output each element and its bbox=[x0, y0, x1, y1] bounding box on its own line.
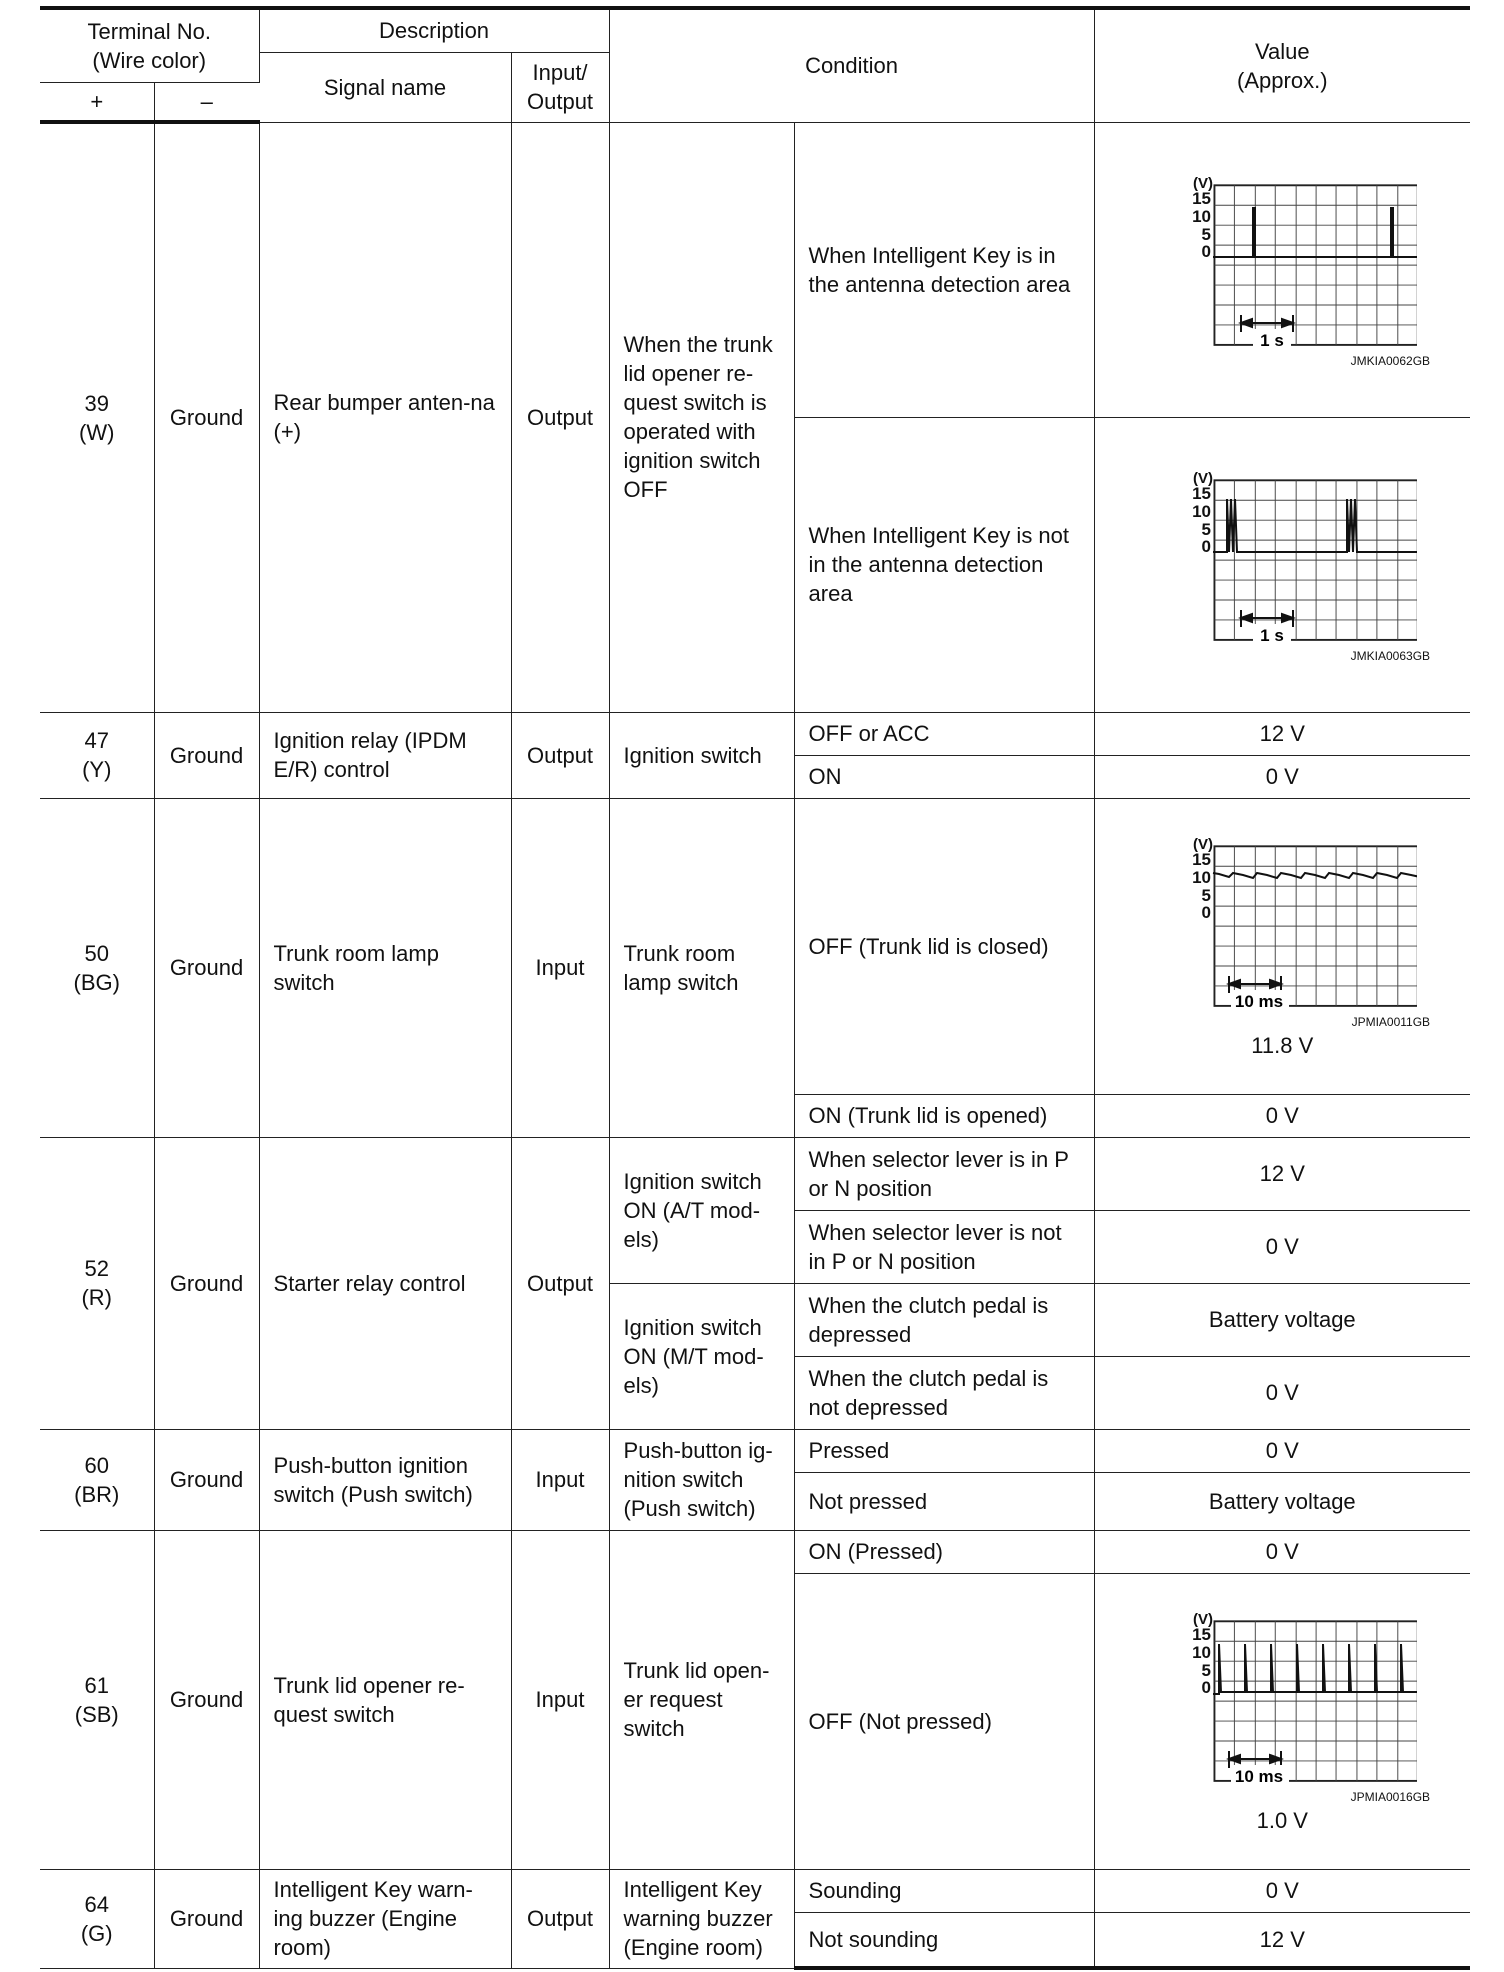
sub-condition-cell: Pressed bbox=[794, 1429, 1094, 1472]
signal-name-cell: Ignition relay (IPDM E/R) control bbox=[259, 712, 511, 798]
condition-cell: Trunk lid open-er request switch bbox=[609, 1530, 794, 1869]
waveform-tick-10: 10 bbox=[1192, 206, 1212, 226]
waveform-tick-0: 0 bbox=[1201, 536, 1212, 556]
sub-condition-cell: When selector lever is in P or N position bbox=[794, 1137, 1094, 1210]
header-description: Description bbox=[259, 8, 609, 52]
waveform-tick-5: 5 bbox=[1201, 885, 1212, 905]
header-plus: + bbox=[40, 82, 154, 122]
waveform-tick-10: 10 bbox=[1192, 867, 1212, 887]
waveform-unit-label: (V) bbox=[1193, 174, 1214, 192]
io-cell: Input bbox=[511, 1530, 609, 1869]
signal-name-cell: Rear bumper anten-na (+) bbox=[259, 122, 511, 712]
waveform-tick-0: 0 bbox=[1201, 241, 1212, 261]
waveform-time-unit: 1 s bbox=[1260, 330, 1285, 350]
header-minus: – bbox=[154, 82, 259, 122]
waveform-tick-5: 5 bbox=[1201, 519, 1212, 539]
value-waveform-cell bbox=[1094, 798, 1470, 1094]
table-row bbox=[40, 1530, 1470, 1573]
sub-condition-cell: When Intelligent Key is in the antenna detection area bbox=[794, 122, 1094, 417]
value-text: 11.8 V bbox=[1251, 1032, 1314, 1058]
ground-cell: Ground bbox=[154, 712, 259, 798]
header-terminal-label: Terminal No. bbox=[87, 18, 211, 44]
signal-name-cell: Intelligent Key warn-ing buzzer (Engine room) bbox=[259, 1869, 511, 1968]
header-approx-label: (Approx.) bbox=[1237, 67, 1328, 93]
waveform-jpmia0011gb bbox=[1147, 833, 1417, 1013]
waveform-jmkia0063gb bbox=[1147, 467, 1417, 647]
terminal-number: 60 bbox=[84, 1452, 109, 1478]
wire-color: (W) bbox=[79, 419, 115, 445]
ground-cell: Ground bbox=[154, 798, 259, 1137]
waveform-jmkia0062gb bbox=[1147, 172, 1417, 352]
header-value bbox=[1094, 8, 1470, 122]
waveform-trace bbox=[1213, 873, 1417, 878]
waveform-tick-15: 15 bbox=[1192, 483, 1212, 503]
terminal-spec-table bbox=[40, 6, 1470, 1970]
waveform-unit-label: (V) bbox=[1193, 469, 1214, 487]
ground-cell: Ground bbox=[154, 1429, 259, 1530]
value-cell: 12 V bbox=[1094, 1137, 1470, 1210]
sub-condition-cell: ON bbox=[794, 755, 1094, 798]
value-waveform-cell bbox=[1094, 417, 1470, 712]
table-row bbox=[40, 1137, 1470, 1210]
waveform-id: JPMIA0016GB bbox=[1350, 1789, 1431, 1804]
ground-cell: Ground bbox=[154, 1530, 259, 1869]
waveform-tick-5: 5 bbox=[1201, 224, 1212, 244]
condition-cell: Push-button ig-nition switch (Push switch) bbox=[609, 1429, 794, 1530]
terminal-cell bbox=[40, 1137, 154, 1429]
header-signal-name: Signal name bbox=[259, 52, 511, 122]
sub-condition-cell: When Intelligent Key is not in the antenna detection area bbox=[794, 417, 1094, 712]
waveform-time-unit: 10 ms bbox=[1235, 991, 1284, 1011]
io-cell: Output bbox=[511, 712, 609, 798]
waveform-unit-label: (V) bbox=[1193, 1610, 1214, 1628]
sub-condition-cell: When the clutch pedal is depressed bbox=[794, 1283, 1094, 1356]
terminal-cell bbox=[40, 712, 154, 798]
wire-color: (SB) bbox=[74, 1701, 119, 1727]
signal-name-cell: Trunk room lamp switch bbox=[259, 798, 511, 1137]
header-wire-color-label: (Wire color) bbox=[92, 47, 207, 73]
terminal-number: 64 bbox=[84, 1891, 109, 1917]
header-io-label-1: Input/ bbox=[532, 60, 588, 85]
waveform-tick-15: 15 bbox=[1192, 1624, 1212, 1644]
wire-color: (BG) bbox=[73, 969, 120, 995]
terminal-cell bbox=[40, 1869, 154, 1968]
waveform-trace bbox=[1213, 208, 1417, 257]
sub-condition-cell: When selector lever is not in P or N position bbox=[794, 1210, 1094, 1283]
waveform-id: JMKIA0063GB bbox=[1350, 648, 1431, 663]
waveform-trace bbox=[1213, 1644, 1417, 1694]
header-io-label-2: Output bbox=[527, 89, 594, 114]
header-condition: Condition bbox=[609, 8, 1094, 122]
value-cell: 0 V bbox=[1094, 755, 1470, 798]
io-cell: Output bbox=[511, 1869, 609, 1968]
wire-color: (R) bbox=[81, 1285, 113, 1310]
terminal-cell bbox=[40, 1530, 154, 1869]
terminal-number: 52 bbox=[84, 1256, 109, 1281]
io-cell: Output bbox=[511, 1137, 609, 1429]
terminal-number: 50 bbox=[84, 940, 109, 966]
sub-condition-cell: OFF or ACC bbox=[794, 712, 1094, 755]
wire-color: (BR) bbox=[74, 1481, 120, 1507]
terminal-number: 61 bbox=[84, 1672, 109, 1698]
value-cell: 0 V bbox=[1094, 1210, 1470, 1283]
waveform-tick-5: 5 bbox=[1201, 1660, 1212, 1680]
io-cell: Input bbox=[511, 1429, 609, 1530]
header-terminal-no bbox=[40, 8, 259, 82]
io-cell: Input bbox=[511, 798, 609, 1137]
waveform-time-unit: 1 s bbox=[1260, 625, 1285, 645]
sub-condition-cell: OFF (Trunk lid is closed) bbox=[794, 798, 1094, 1094]
wire-color: (G) bbox=[80, 1920, 113, 1946]
terminal-number: 39 bbox=[84, 390, 109, 416]
signal-name-cell: Starter relay control bbox=[259, 1137, 511, 1429]
sub-condition-cell: When the clutch pedal is not depressed bbox=[794, 1356, 1094, 1429]
ground-cell: Ground bbox=[154, 122, 259, 712]
wire-color: (Y) bbox=[82, 757, 112, 782]
condition-cell: Ignition switch ON (M/T mod-els) bbox=[609, 1283, 794, 1429]
sub-condition-cell: Not sounding bbox=[794, 1912, 1094, 1968]
waveform-tick-15: 15 bbox=[1192, 849, 1212, 869]
condition-cell: Trunk room lamp switch bbox=[609, 798, 794, 1137]
table-row bbox=[40, 712, 1470, 755]
header-value-label: Value bbox=[1254, 38, 1310, 64]
waveform-tick-0: 0 bbox=[1201, 902, 1212, 922]
value-cell: Battery voltage bbox=[1094, 1472, 1470, 1530]
waveform-id: JMKIA0062GB bbox=[1350, 353, 1431, 368]
value-cell: 0 V bbox=[1094, 1429, 1470, 1472]
terminal-cell bbox=[40, 1429, 154, 1530]
io-cell: Output bbox=[511, 122, 609, 712]
condition-cell: Intelligent Key warning buzzer (Engine room) bbox=[609, 1869, 794, 1968]
value-cell: 0 V bbox=[1094, 1530, 1470, 1573]
value-cell: 12 V bbox=[1094, 712, 1470, 755]
condition-cell: Ignition switch bbox=[609, 712, 794, 798]
terminal-number: 47 bbox=[84, 728, 109, 753]
table-row bbox=[40, 1869, 1470, 1912]
value-cell: Battery voltage bbox=[1094, 1283, 1470, 1356]
waveform-time-unit: 10 ms bbox=[1235, 1766, 1284, 1786]
value-cell: 0 V bbox=[1094, 1869, 1470, 1912]
header-input-output bbox=[511, 52, 609, 122]
value-waveform-cell bbox=[1094, 1573, 1470, 1869]
waveform-tick-0: 0 bbox=[1201, 1677, 1212, 1697]
waveform-id: JPMIA0011GB bbox=[1351, 1014, 1431, 1029]
value-cell: 0 V bbox=[1094, 1356, 1470, 1429]
value-text: 1.0 V bbox=[1256, 1807, 1308, 1833]
table-row bbox=[40, 1429, 1470, 1472]
value-waveform-cell bbox=[1094, 122, 1470, 417]
ground-cell: Ground bbox=[154, 1137, 259, 1429]
waveform-trace bbox=[1213, 499, 1417, 552]
waveform-unit-label: (V) bbox=[1193, 835, 1214, 853]
condition-cell: When the trunk lid opener re-quest switch is operated with ignition switch OFF bbox=[609, 122, 794, 712]
waveform-jpmia0016gb bbox=[1147, 1608, 1417, 1788]
terminal-cell bbox=[40, 798, 154, 1137]
ground-cell: Ground bbox=[154, 1869, 259, 1968]
value-cell: 12 V bbox=[1094, 1912, 1470, 1968]
table-row bbox=[40, 798, 1470, 1094]
terminal-cell bbox=[40, 122, 154, 712]
value-cell: 0 V bbox=[1094, 1094, 1470, 1137]
signal-name-cell: Push-button ignition switch (Push switch) bbox=[259, 1429, 511, 1530]
terminal-table-container bbox=[40, 6, 1470, 1970]
condition-cell: Ignition switch ON (A/T mod-els) bbox=[609, 1137, 794, 1283]
sub-condition-cell: Not pressed bbox=[794, 1472, 1094, 1530]
table-row bbox=[40, 122, 1470, 417]
waveform-tick-10: 10 bbox=[1192, 1642, 1212, 1662]
sub-condition-cell: ON (Pressed) bbox=[794, 1530, 1094, 1573]
waveform-tick-15: 15 bbox=[1192, 188, 1212, 208]
signal-name-cell: Trunk lid opener re-quest switch bbox=[259, 1530, 511, 1869]
sub-condition-cell: OFF (Not pressed) bbox=[794, 1573, 1094, 1869]
sub-condition-cell: Sounding bbox=[794, 1869, 1094, 1912]
sub-condition-cell: ON (Trunk lid is opened) bbox=[794, 1094, 1094, 1137]
waveform-tick-10: 10 bbox=[1192, 501, 1212, 521]
